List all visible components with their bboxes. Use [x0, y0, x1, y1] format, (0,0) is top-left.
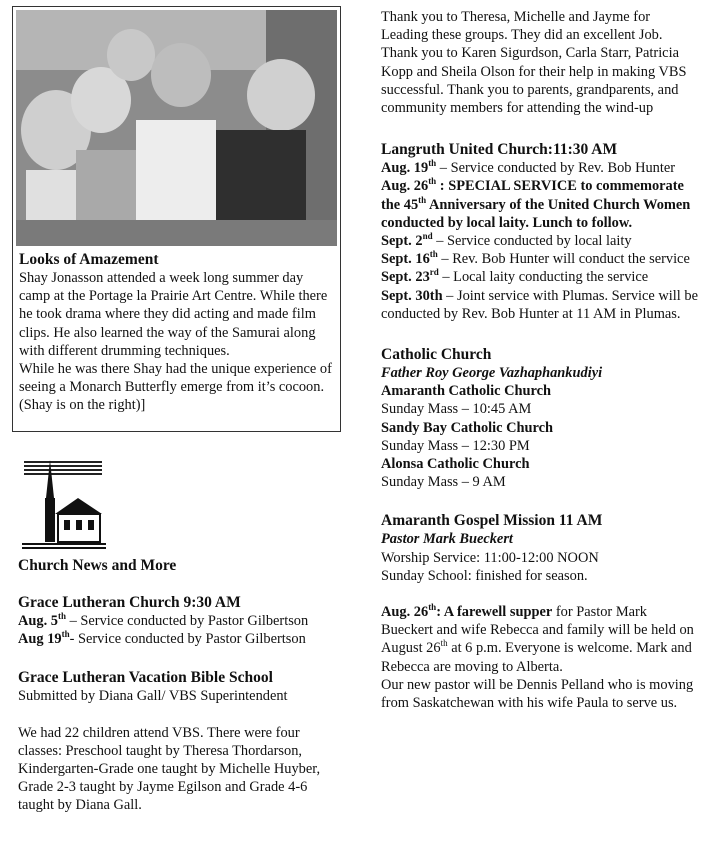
- catholic-priest: Father Roy George Vazhaphankudiyi: [381, 365, 603, 382]
- vbs-title: Grace Lutheran Vacation Bible School: [18, 669, 273, 687]
- vbs-section: [18, 668, 338, 814]
- caption-paragraph-1: Shay Jonasson attended a week long summer day camp at the Portage la Prairie Art Centre. While there he took drama where they did acting and made film clips. He also learned the way of the Samurai along with different drumming techniques.: [19, 270, 328, 359]
- photo-box: [12, 6, 341, 432]
- catholic-church-name-1: Amaranth Catholic Church: [381, 383, 552, 400]
- langruth-aug19: Aug. 19th – Service conducted by Rev. Bob Hunter: [381, 158, 676, 177]
- langruth-title: Langruth United Church:11:30 AM: [381, 141, 618, 159]
- vbs-body: We had 22 children attend VBS. There were four classes: Preschool taught by Theresa Thordarson, Kindergarten-Grade one taught by Michelle Huyber, Grade 2-3 taught by Jayme Egilson and Grade 4-6 taught by Diana Gall.: [18, 724, 321, 814]
- left-column: [18, 556, 338, 815]
- catholic-church-name-2: Sandy Bay Catholic Church: [381, 419, 554, 436]
- langruth-sep16: Sept. 16th – Rev. Bob Hunter will conduct the service: [381, 249, 690, 268]
- langruth-aug26: Aug. 26th : SPECIAL SERVICE to commemorate the 45th Anniversary of the United Church Women conducted by local laity. Lunch to follow.: [381, 176, 691, 231]
- children-photo-image: [16, 10, 337, 246]
- grace-item-1: Aug. 5th – Service conducted by Pastor Gilbertson: [18, 611, 309, 629]
- langruth-sep2: Sept. 2nd – Service conducted by local laity: [381, 231, 632, 250]
- gospel-section: [381, 511, 699, 712]
- grace-item-2: Aug 19th- Service conducted by Pastor Gilbertson: [18, 629, 306, 648]
- church-icon: [18, 454, 108, 554]
- photo-caption: [19, 250, 337, 415]
- photo-title: Looks of Amazement: [19, 251, 159, 268]
- catholic-section: [381, 345, 699, 491]
- caption-paragraph-2: While he was there Shay had the unique experience of seeing a Monarch Butterfly emerge from it’s cocoon. (Shay is on the right)]: [19, 361, 332, 414]
- catholic-title: Catholic Church: [381, 346, 492, 364]
- children-photo: [16, 10, 337, 246]
- langruth-sep23: Sept. 23rd – Local laity conducting the service: [381, 267, 649, 286]
- vbs-submitted: Submitted by Diana Gall/ VBS Superintendent: [18, 688, 288, 705]
- gospel-worship: Worship Service: 11:00-12:00 NOON: [381, 549, 599, 566]
- church-news-heading: Church News and More: [18, 557, 177, 574]
- gospel-new-pastor: Our new pastor will be Dennis Pelland who is moving from Saskatchewan with his wife Paula to serve us.: [381, 676, 694, 712]
- gospel-pastor: Pastor Mark Bueckert: [381, 531, 513, 548]
- langruth-sep30: Sept. 30th – Joint service with Plumas. Service will be conducted by Rev. Bob Hunter at 11 AM in Plumas.: [381, 287, 698, 322]
- gospel-farewell: Aug. 26th: A farewell supper for Pastor Mark Bueckert and wife Rebecca and family will be held on August 26th at 6 p.m. Everyone is welcome. Mark and Rebecca are moving to Alberta.: [381, 602, 694, 675]
- gospel-school: Sunday School: finished for season.: [381, 567, 588, 584]
- grace-lutheran-section: [18, 593, 338, 648]
- right-column: [381, 8, 699, 712]
- catholic-mass-1: Sunday Mass – 10:45 AM: [381, 401, 532, 418]
- catholic-church-name-3: Alonsa Catholic Church: [381, 456, 530, 473]
- catholic-mass-2: Sunday Mass – 12:30 PM: [381, 437, 530, 454]
- langruth-section: [381, 140, 699, 323]
- gospel-title: Amaranth Gospel Mission 11 AM: [381, 512, 603, 530]
- vbs-thanks: Thank you to Theresa, Michelle and Jayme for Leading these groups. They did an excellent Job. Thank you to Karen Sigurdson, Carla Starr, Patricia Kopp and Sheila Olson for their help in making VBS successful. Thank you to parents, grandparents, and community members for attending the wind-up: [381, 9, 687, 117]
- catholic-mass-3: Sunday Mass – 9 AM: [381, 474, 506, 491]
- grace-title: Grace Lutheran Church 9:30 AM: [18, 594, 241, 611]
